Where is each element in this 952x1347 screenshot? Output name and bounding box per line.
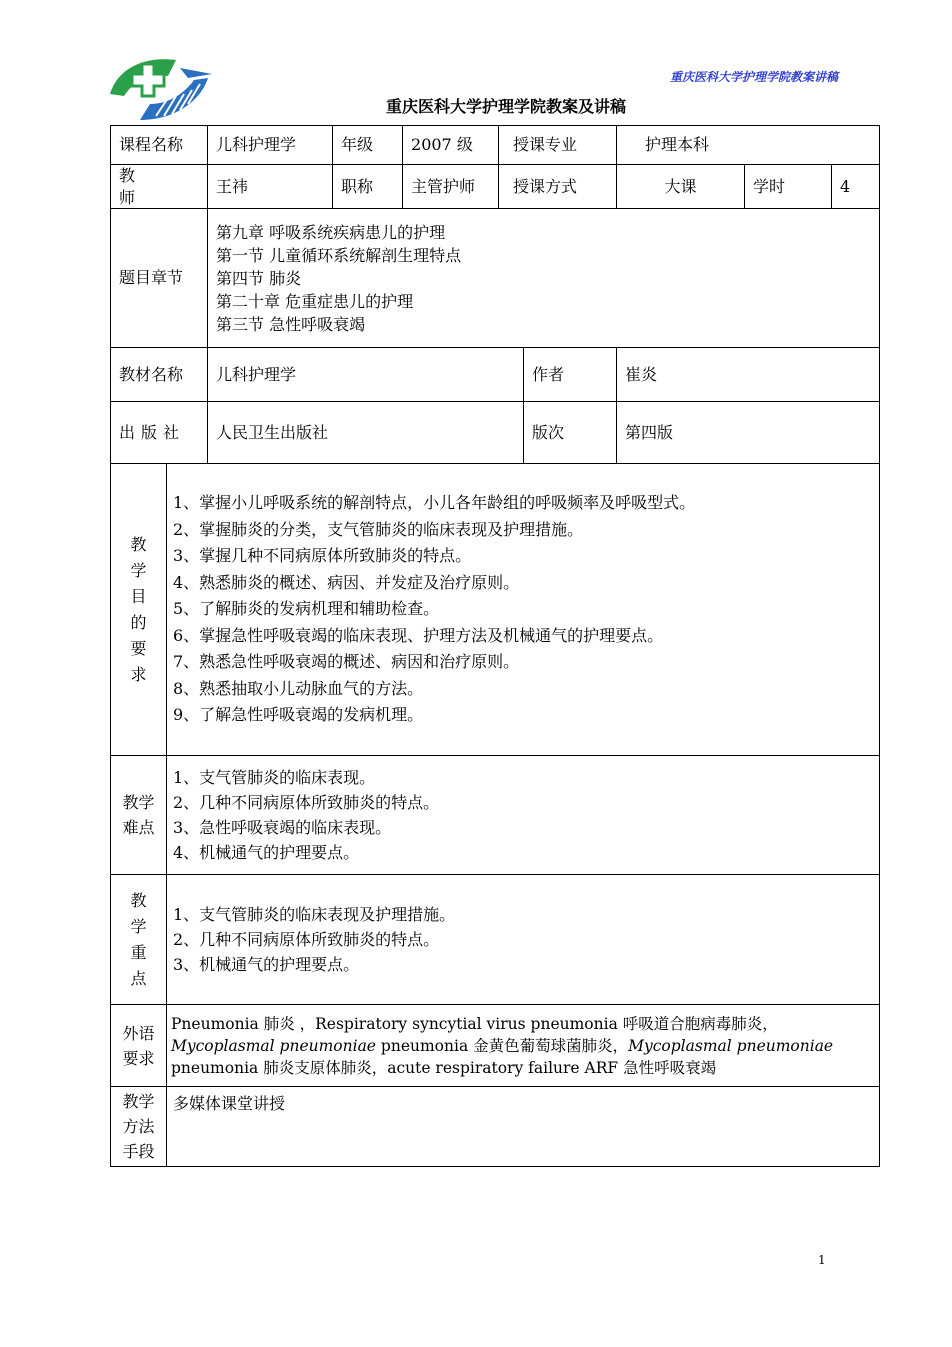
chapter-line: 第一节 儿童循环系统解剖生理特点 (216, 245, 462, 265)
publisher-value: 人民卫生出版社 (208, 402, 524, 464)
hours-value: 4 (832, 165, 880, 209)
difficulty-item: 2、几种不同病原体所致肺炎的特点。 (173, 793, 440, 813)
document-title: 重庆医科大学护理学院教案及讲稿 (385, 97, 626, 116)
label-line: 外语 (122, 1023, 155, 1043)
mode-label: 授课方式 (499, 165, 617, 209)
difficulty-label (111, 756, 167, 875)
goals-label (111, 464, 167, 756)
label-char: 点 (130, 968, 147, 988)
lesson-plan-table (110, 125, 880, 1167)
chapter-line: 第三节 急性呼吸衰竭 (216, 314, 366, 334)
key-point-item: 2、几种不同病原体所致肺炎的特点。 (173, 930, 440, 950)
book-label: 教材名称 (111, 348, 208, 402)
goal-item: 4、熟悉肺炎的概述、病因、并发症及治疗原则。 (173, 572, 520, 592)
italic-term: Mycoplasmal pneumoniae (628, 1036, 834, 1055)
chapter-label: 题目章节 (111, 209, 208, 348)
hours-label: 学时 (745, 165, 832, 209)
author-value: 崔炎 (617, 348, 880, 402)
difficulty-list (167, 756, 880, 875)
label-line: 教学 (122, 1092, 155, 1112)
difficulty-item: 4、机械通气的护理要点。 (173, 843, 360, 863)
difficulty-item: 1、支气管肺炎的临床表现。 (173, 768, 376, 788)
label-line: 难点 (122, 818, 155, 838)
mode-value: 大课 (617, 165, 745, 209)
goal-item: 7、熟悉急性呼吸衰竭的概述、病因和治疗原则。 (173, 652, 520, 672)
label-line: 要求 (122, 1048, 155, 1068)
goal-item: 2、掌握肺炎的分类，支气管肺炎的临床表现及护理措施。 (173, 519, 584, 539)
teacher-value: 王祎 (208, 165, 333, 209)
label-line: 方法 (122, 1117, 155, 1137)
language-line: Pneumonia 肺炎 ，Respiratory syncytial virus pneumonia 呼吸道合胞病毒肺炎， (171, 1014, 778, 1033)
chapter-line: 第九章 呼吸系统疾病患儿的护理 (216, 222, 446, 242)
book-value: 儿科护理学 (208, 348, 524, 402)
edition-label: 版次 (524, 402, 617, 464)
course-value: 儿科护理学 (208, 126, 333, 165)
italic-term: Mycoplasmal pneumoniae (171, 1036, 376, 1055)
label-line: 手段 (122, 1142, 155, 1162)
difficulty-item: 3、急性呼吸衰竭的临床表现。 (173, 818, 392, 838)
key-point-item: 3、机械通气的护理要点。 (173, 955, 360, 975)
header-right-text: 重庆医科大学护理学院教案讲稿 (669, 70, 838, 84)
label-line: 教学 (122, 793, 155, 813)
language-line (171, 1035, 875, 1057)
label-char: 重 (130, 942, 147, 962)
grade-value: 2007 级 (403, 126, 499, 165)
publisher-label: 出版社 (111, 402, 208, 464)
major-value: 护理本科 (617, 126, 880, 165)
goal-item: 9、了解急性呼吸衰竭的发病机理。 (173, 705, 424, 725)
title-value: 主管护师 (403, 165, 499, 209)
edition-value: 第四版 (617, 402, 880, 464)
language-line: pneumonia 肺炎支原体肺炎，acute respiratory failure ARF 急性呼吸衰竭 (171, 1058, 717, 1077)
goal-item: 8、熟悉抽取小儿动脉血气的方法。 (173, 678, 424, 698)
label-char: 学 (130, 560, 147, 580)
teacher-label: 教 师 (111, 165, 208, 209)
label-char: 的 (130, 612, 147, 632)
goal-item: 5、了解肺炎的发病机理和辅助检查。 (173, 599, 440, 619)
chapter-line: 第四节 肺炎 (216, 268, 302, 288)
page-number: 1 (818, 1253, 826, 1267)
label-char: 目 (130, 586, 147, 606)
title-label: 职称 (333, 165, 403, 209)
course-label: 课程名称 (111, 126, 208, 165)
method-value: 多媒体课堂讲授 (167, 1087, 880, 1167)
goal-item: 1、掌握小儿呼吸系统的解剖特点，小儿各年龄组的呼吸频率及呼吸型式。 (173, 493, 696, 513)
key-point-item: 1、支气管肺炎的临床表现及护理措施。 (173, 905, 456, 925)
chapter-list (208, 209, 880, 348)
label-char: 教 (130, 890, 147, 910)
key-points-label (111, 875, 167, 1005)
label-char: 教 (130, 534, 147, 554)
method-label (111, 1087, 167, 1167)
language-requirements (167, 1005, 880, 1087)
goals-list (167, 464, 880, 756)
label-char: 要 (130, 638, 147, 658)
label-char: 学 (130, 916, 147, 936)
grade-label: 年级 (333, 126, 403, 165)
language-label (111, 1005, 167, 1087)
author-label: 作者 (524, 348, 617, 402)
goal-item: 3、掌握几种不同病原体所致肺炎的特点。 (173, 546, 472, 566)
goal-item: 6、掌握急性呼吸衰竭的临床表现、护理方法及机械通气的护理要点。 (173, 625, 664, 645)
major-label: 授课专业 (499, 126, 617, 165)
chapter-line: 第二十章 危重症患儿的护理 (216, 291, 414, 311)
language-text: pneumonia 金黄色葡萄球菌肺炎， (375, 1036, 629, 1055)
label-char: 求 (130, 664, 147, 684)
key-points-list (167, 875, 880, 1005)
